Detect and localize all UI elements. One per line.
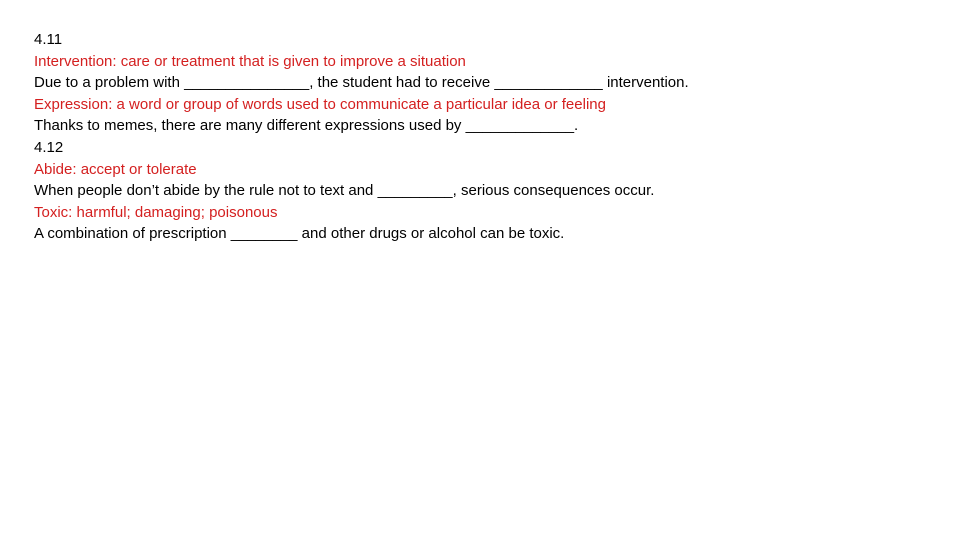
- definition-abide: Abide: accept or tolerate: [34, 160, 197, 178]
- sentence-abide: When people don’t abide by the rule not to text and _________, serious consequences occur.: [34, 182, 655, 200]
- sentence-expression: Thanks to memes, there are many different expressions used by _____________.: [34, 117, 579, 135]
- definition-intervention: Intervention: care or treatment that is given to improve a situation: [34, 52, 466, 70]
- definition-toxic: Toxic: harmful; damaging; poisonous: [34, 203, 278, 221]
- section-number-4-12: 4.12: [34, 138, 64, 156]
- sentence-intervention: Due to a problem with _______________, the student had to receive _____________ intervention.: [34, 74, 689, 92]
- sentence-toxic: A combination of prescription ________ and other drugs or alcohol can be toxic.: [34, 225, 565, 243]
- definition-expression: Expression: a word or group of words used to communicate a particular idea or feeling: [34, 95, 606, 113]
- vocabulary-text-block: [34, 29, 934, 245]
- section-number-4-11: 4.11: [34, 31, 63, 48]
